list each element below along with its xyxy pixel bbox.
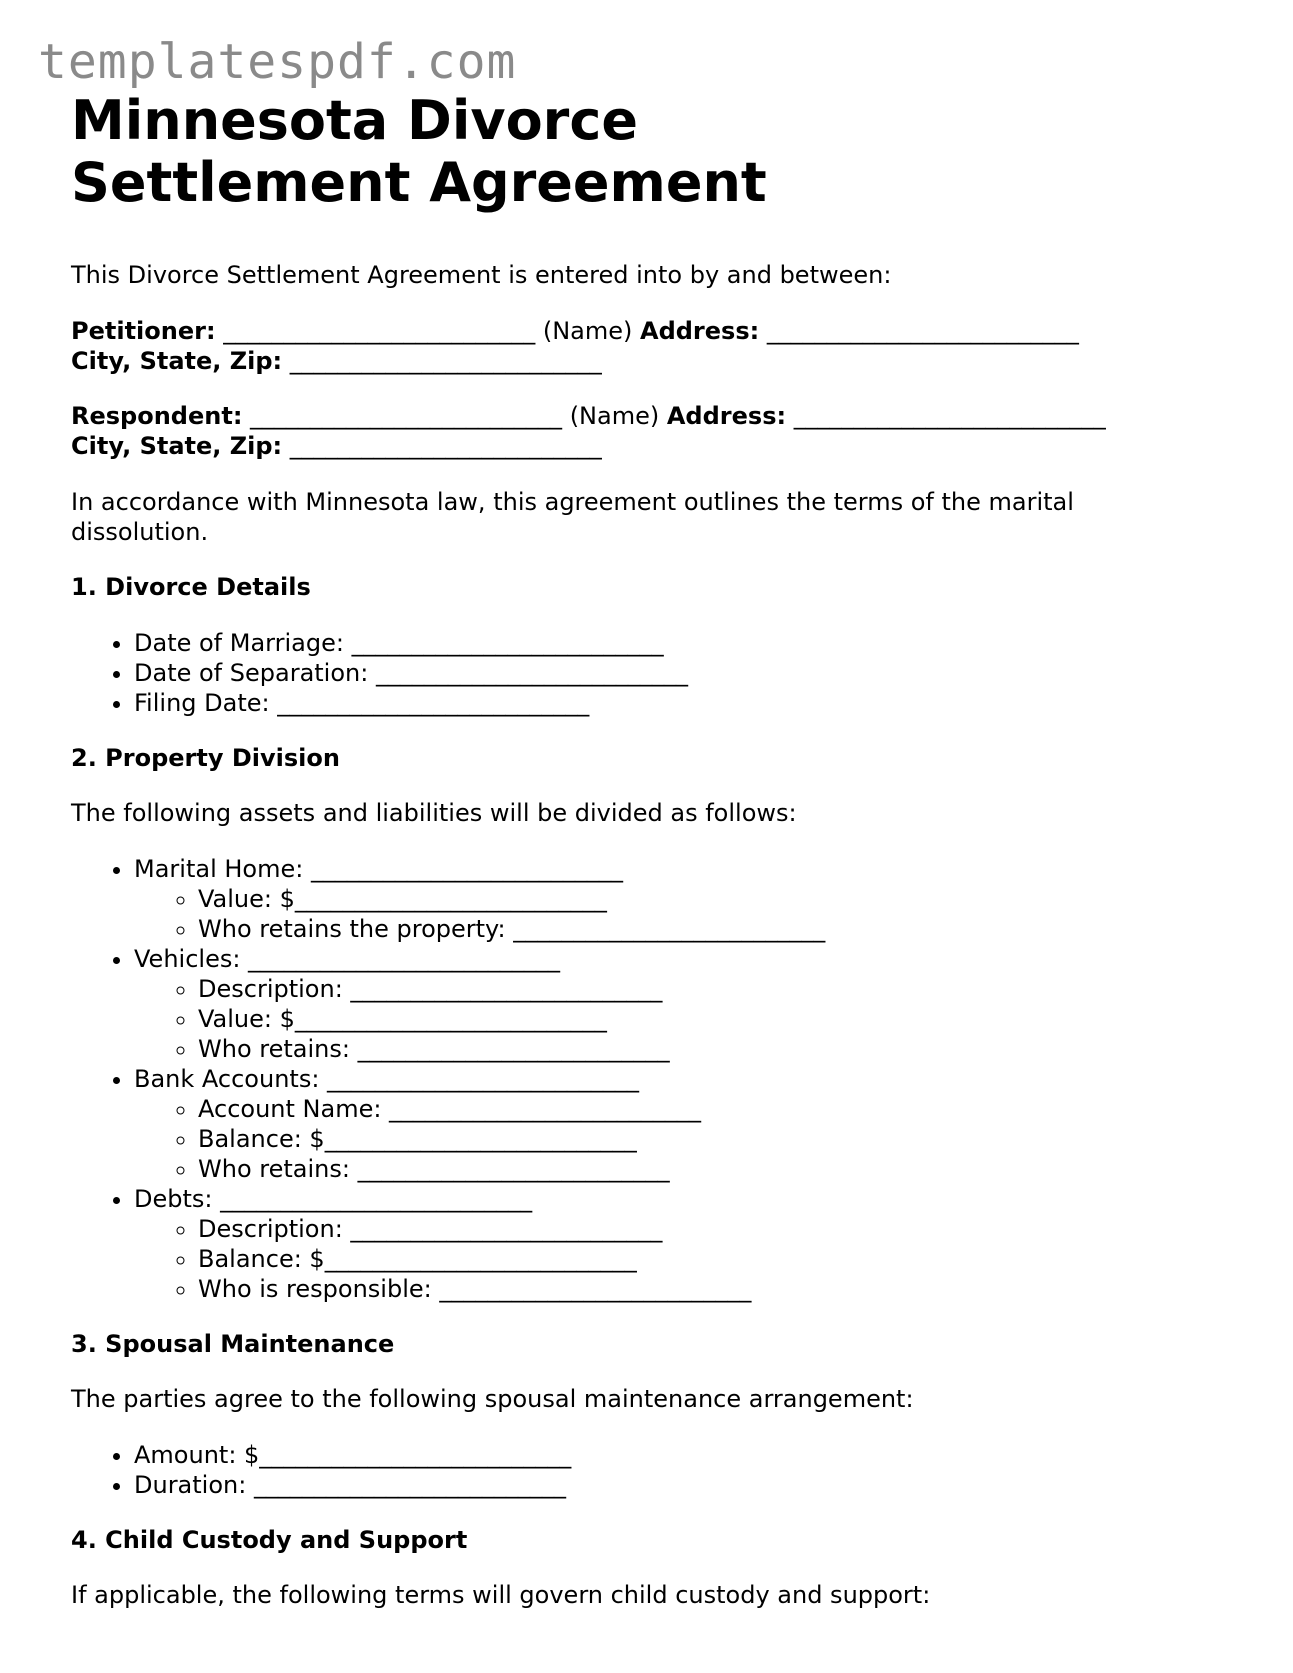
section2-intro: The following assets and liabilities will be divided as follows: xyxy=(71,799,797,827)
list-item: ◦ Who retains: __________________________ xyxy=(198,1034,1211,1064)
document-body xyxy=(71,90,1211,1610)
document-title: Minnesota Divorce Settlement Agreement xyxy=(71,89,767,214)
list-item: ◦ Account Name: __________________________ xyxy=(198,1094,1211,1124)
respondent-block xyxy=(71,401,1211,461)
respondent-label: Respondent: xyxy=(71,402,243,430)
law-statement: In accordance with Minnesota law, this agreement outlines the terms of the marital dissolution. xyxy=(71,488,1074,546)
bank-accounts-sublist xyxy=(134,1094,1211,1184)
petitioner-address-label: Address: xyxy=(640,317,760,345)
list-item xyxy=(134,1184,1211,1304)
list-item: • Filing Date: __________________________ xyxy=(134,688,1211,718)
petitioner-city-blank: __________________________ xyxy=(282,347,602,375)
list-item: ◦ Who retains: __________________________ xyxy=(198,1154,1211,1184)
property-list xyxy=(71,854,1211,1304)
list-item: • Date of Separation: __________________________ xyxy=(134,658,1211,688)
list-item: • Duration: __________________________ xyxy=(134,1470,1211,1500)
watermark: templatespdf.com xyxy=(38,34,517,90)
list-item: ◦ Description: __________________________ xyxy=(198,1214,1211,1244)
respondent-name-blank: __________________________ xyxy=(242,402,570,430)
list-item: • Date of Marriage: __________________________ xyxy=(134,628,1211,658)
section2-heading: 2. Property Division xyxy=(71,744,340,772)
bank-accounts-label: Bank Accounts: __________________________ xyxy=(134,1065,640,1093)
list-item xyxy=(134,854,1211,944)
section3-heading: 3. Spousal Maintenance xyxy=(71,1330,395,1358)
debts-label: Debts: __________________________ xyxy=(134,1185,533,1213)
petitioner-name-hint: (Name) xyxy=(542,317,633,345)
maintenance-list xyxy=(71,1440,1211,1500)
list-item: ◦ Balance: $__________________________ xyxy=(198,1124,1211,1154)
respondent-address-label: Address: xyxy=(666,402,787,430)
petitioner-label: Petitioner: xyxy=(71,317,216,345)
petitioner-city-label: City, State, Zip: xyxy=(71,347,283,375)
marital-home-label: Marital Home: __________________________ xyxy=(134,855,623,883)
marital-home-sublist xyxy=(134,884,1211,944)
section4-intro: If applicable, the following terms will govern child custody and support: xyxy=(71,1581,931,1609)
vehicles-label: Vehicles: __________________________ xyxy=(134,945,561,973)
respondent-name-hint: (Name) xyxy=(569,402,660,430)
petitioner-name-blank: __________________________ xyxy=(215,317,543,345)
respondent-city-label: City, State, Zip: xyxy=(71,432,283,460)
vehicles-sublist xyxy=(134,974,1211,1064)
petitioner-block xyxy=(71,316,1211,376)
list-item: ◦ Value: $__________________________ xyxy=(198,884,1211,914)
section1-heading: 1. Divorce Details xyxy=(71,573,311,601)
section3-intro: The parties agree to the following spousal maintenance arrangement: xyxy=(71,1385,914,1413)
list-item: ◦ Who is responsible: __________________________ xyxy=(198,1274,1211,1304)
list-item xyxy=(134,1064,1211,1184)
section4-heading: 4. Child Custody and Support xyxy=(71,1526,468,1554)
respondent-city-blank: __________________________ xyxy=(282,432,602,460)
petitioner-address-blank: __________________________ xyxy=(759,317,1079,345)
list-item: ◦ Value: $__________________________ xyxy=(198,1004,1211,1034)
respondent-address-blank: __________________________ xyxy=(786,402,1106,430)
list-item: • Amount: $__________________________ xyxy=(134,1440,1211,1470)
list-item: ◦ Balance: $__________________________ xyxy=(198,1244,1211,1274)
list-item: ◦ Who retains the property: __________________________ xyxy=(198,914,1211,944)
intro-text: This Divorce Settlement Agreement is entered into by and between: xyxy=(71,261,892,289)
list-item: ◦ Description: __________________________ xyxy=(198,974,1211,1004)
debts-sublist xyxy=(134,1214,1211,1304)
divorce-details-list xyxy=(71,628,1211,718)
list-item xyxy=(134,944,1211,1064)
